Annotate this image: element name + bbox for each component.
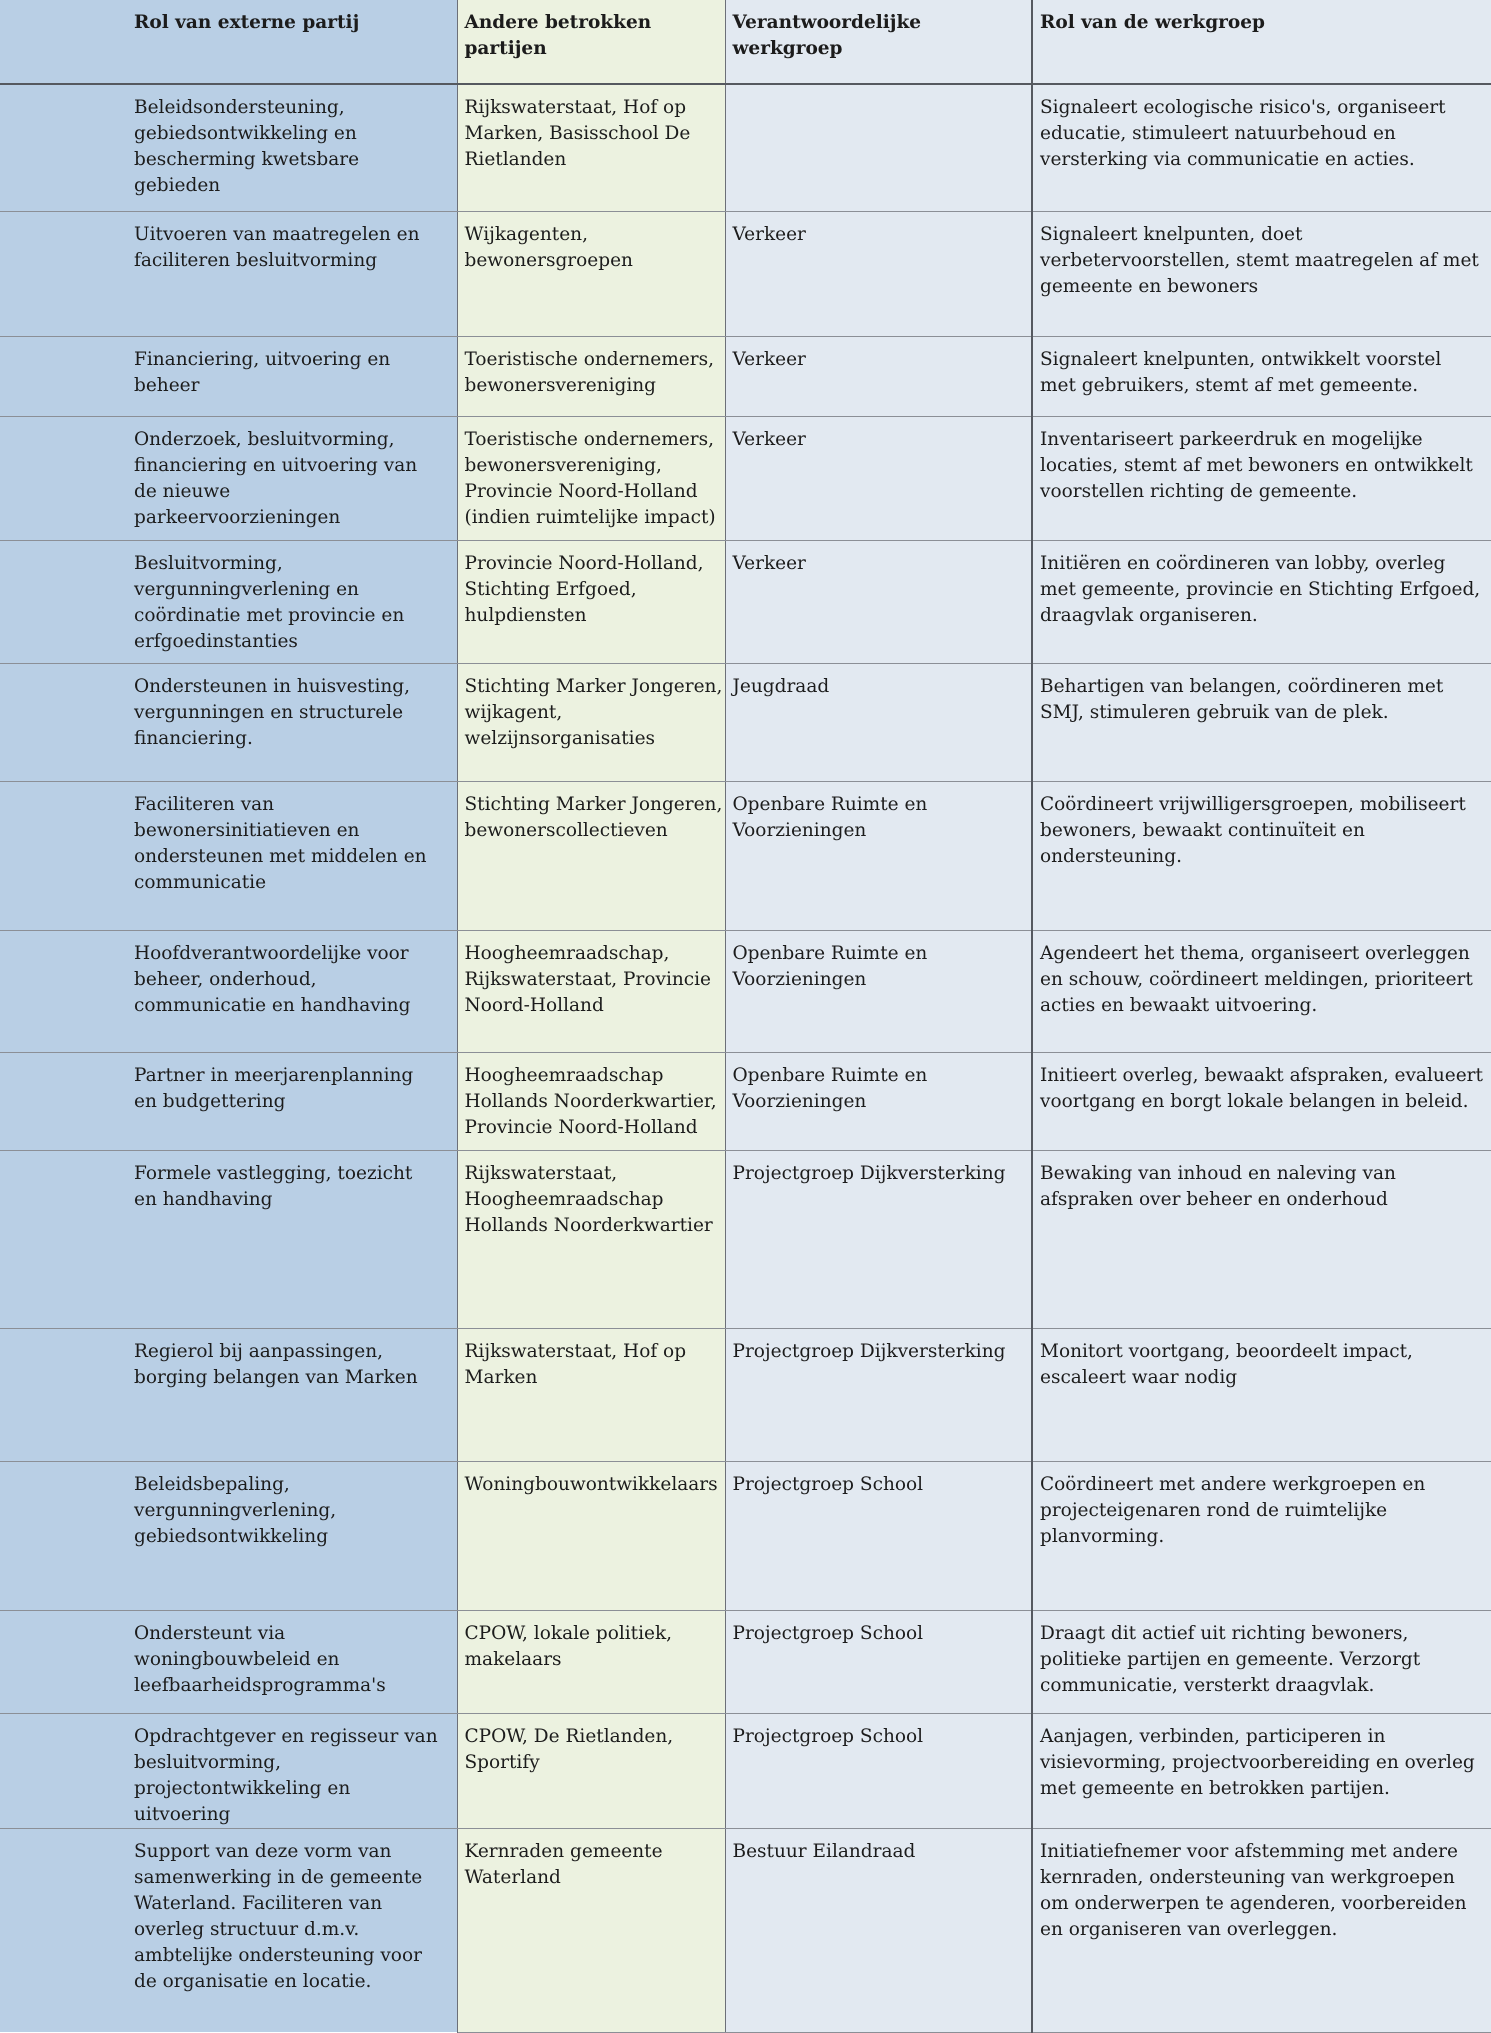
cell-partijen: Woningbouwontwikkelaars [457,1461,725,1610]
table-row [0,1713,1491,1828]
cell-rol-werkgroep: Signaleert knelpunten, ontwikkelt voorstel met gebruikers, stemt af met gemeente. [1032,336,1491,416]
cell-rol-werkgroep: Initiëren en coördineren van lobby, overleg met gemeente, provincie en Stichting Erfgoed, draagvlak organiseren. [1032,540,1491,663]
cell-rol-werkgroep: Agendeert het thema, organiseert overleggen en schouw, coördineert meldingen, prioriteert acties en bewaakt uitvoering. [1032,930,1491,1052]
cell-partijen: Rijkswaterstaat, Hof op Marken [457,1328,725,1461]
cell-partijen: Kernraden gemeente Waterland [457,1828,725,2032]
table-row [0,1052,1491,1150]
cell-rol-extern: Ondersteunt via woningbouwbeleid en leefbaarheidsprogramma's [0,1610,457,1713]
cell-partijen: Wijkagenten, bewonersgroepen [457,211,725,336]
cell-rol-werkgroep: Coördineert met andere werkgroepen en projecteigenaren rond de ruimtelijke planvorming. [1032,1461,1491,1610]
cell-werkgroep: Bestuur Eilandraad [725,1828,1032,2032]
cell-partijen: CPOW, De Rietlanden, Sportify [457,1713,725,1828]
cell-rol-extern: Beleidsondersteuning, gebiedsontwikkeling en bescherming kwetsbare gebieden [0,84,457,211]
table-row [0,781,1491,930]
cell-werkgroep: Verkeer [725,211,1032,336]
cell-werkgroep [725,84,1032,211]
cell-rol-extern: Besluitvorming, vergunningverlening en coördinatie met provincie en erfgoedinstanties [0,540,457,663]
cell-rol-extern: Regierol bij aanpassingen, borging belangen van Marken [0,1328,457,1461]
cell-rol-werkgroep: Initieert overleg, bewaakt afspraken, evalueert voortgang en borgt lokale belangen in beleid. [1032,1052,1491,1150]
cell-partijen: Stichting Marker Jongeren, bewonerscollectieven [457,781,725,930]
cell-werkgroep: Verkeer [725,540,1032,663]
cell-werkgroep: Verkeer [725,336,1032,416]
cell-rol-extern: Ondersteunen in huisvesting, vergunningen en structurele financiering. [0,663,457,781]
cell-werkgroep: Projectgroep Dijkversterking [725,1328,1032,1461]
table-row [0,211,1491,336]
table-row [0,1150,1491,1328]
cell-werkgroep: Openbare Ruimte en Voorzieningen [725,1052,1032,1150]
cell-partijen: CPOW, lokale politiek, makelaars [457,1610,725,1713]
cell-partijen: Rijkswaterstaat, Hoogheemraadschap Hollands Noorderkwartier [457,1150,725,1328]
table-row [0,1610,1491,1713]
cell-werkgroep: Projectgroep School [725,1713,1032,1828]
table-row [0,930,1491,1052]
cell-rol-extern: Opdrachtgever en regisseur van besluitvorming, projectontwikkeling en uitvoering [0,1713,457,1828]
cell-rol-extern: Formele vastlegging, toezicht en handhaving [0,1150,457,1328]
cell-rol-werkgroep: Draagt dit actief uit richting bewoners, politieke partijen en gemeente. Verzorgt communicatie, versterkt draagvlak. [1032,1610,1491,1713]
cell-werkgroep: Openbare Ruimte en Voorzieningen [725,930,1032,1052]
header-row [0,0,1491,84]
cell-rol-extern: Partner in meerjarenplanning en budgettering [0,1052,457,1150]
table-row [0,1828,1491,2032]
cell-rol-werkgroep: Bewaking van inhoud en naleving van afspraken over beheer en onderhoud [1032,1150,1491,1328]
cell-werkgroep: Projectgroep School [725,1461,1032,1610]
table-row [0,1328,1491,1461]
header-andere-partijen: Andere betrokken partijen [457,0,725,84]
table-row [0,84,1491,211]
cell-partijen: Hoogheemraadschap, Rijkswaterstaat, Provincie Noord-Holland [457,930,725,1052]
cell-rol-werkgroep: Coördineert vrijwilligersgroepen, mobiliseert bewoners, bewaakt continuïteit en ondersteuning. [1032,781,1491,930]
cell-partijen: Stichting Marker Jongeren, wijkagent, welzijnsorganisaties [457,663,725,781]
cell-rol-werkgroep: Signaleert knelpunten, doet verbetervoorstellen, stemt maatregelen af met gemeente en bewoners [1032,211,1491,336]
cell-partijen: Toeristische ondernemers, bewonersvereniging [457,336,725,416]
cell-partijen: Toeristische ondernemers, bewonersvereniging, Provincie Noord-Holland (indien ruimtelijke impact) [457,416,725,540]
table-row [0,1461,1491,1610]
header-rol-werkgroep: Rol van de werkgroep [1032,0,1491,84]
cell-rol-werkgroep: Aanjagen, verbinden, participeren in visievorming, projectvoorbereiding en overleg met gemeente en betrokken partijen. [1032,1713,1491,1828]
cell-rol-extern: Hoofdverantwoordelijke voor beheer, onderhoud, communicatie en handhaving [0,930,457,1052]
cell-werkgroep: Verkeer [725,416,1032,540]
table-row [0,336,1491,416]
cell-rol-extern: Support van deze vorm van samenwerking in de gemeente Waterland. Faciliteren van overleg structuur d.m.v. ambtelijke ondersteuning voor de organisatie en locatie. [0,1828,457,2032]
cell-rol-extern: Uitvoeren van maatregelen en faciliteren besluitvorming [0,211,457,336]
cell-rol-werkgroep: Behartigen van belangen, coördineren met SMJ, stimuleren gebruik van de plek. [1032,663,1491,781]
cell-partijen: Rijkswaterstaat, Hof op Marken, Basisschool De Rietlanden [457,84,725,211]
header-rol-externe-partij: Rol van externe partij [0,0,457,84]
cell-rol-extern: Faciliteren van bewonersinitiatieven en ondersteunen met middelen en communicatie [0,781,457,930]
cell-werkgroep: Jeugdraad [725,663,1032,781]
cell-werkgroep: Projectgroep School [725,1610,1032,1713]
table-row [0,416,1491,540]
table-row [0,663,1491,781]
cell-partijen: Hoogheemraadschap Hollands Noorderkwartier, Provincie Noord-Holland [457,1052,725,1150]
cell-rol-werkgroep: Initiatiefnemer voor afstemming met andere kernraden, ondersteuning van werkgroepen om onderwerpen te agenderen, voorbereiden en organiseren van overleggen. [1032,1828,1491,2032]
cell-partijen: Provincie Noord-Holland, Stichting Erfgoed, hulpdiensten [457,540,725,663]
cell-werkgroep: Projectgroep Dijkversterking [725,1150,1032,1328]
cell-rol-werkgroep: Signaleert ecologische risico's, organiseert educatie, stimuleert natuurbehoud en versterking via communicatie en acties. [1032,84,1491,211]
cell-rol-werkgroep: Monitort voortgang, beoordeelt impact, escaleert waar nodig [1032,1328,1491,1461]
cell-rol-werkgroep: Inventariseert parkeerdruk en mogelijke locaties, stemt af met bewoners en ontwikkelt voorstellen richting de gemeente. [1032,416,1491,540]
header-verantwoordelijke-werkgroep: Verantwoordelijke werkgroep [725,0,1032,84]
cell-rol-extern: Onderzoek, besluitvorming, financiering en uitvoering van de nieuwe parkeervoorzieningen [0,416,457,540]
table-row [0,540,1491,663]
cell-werkgroep: Openbare Ruimte en Voorzieningen [725,781,1032,930]
cell-rol-extern: Financiering, uitvoering en beheer [0,336,457,416]
cell-rol-extern: Beleidsbepaling, vergunningverlening, gebiedsontwikkeling [0,1461,457,1610]
